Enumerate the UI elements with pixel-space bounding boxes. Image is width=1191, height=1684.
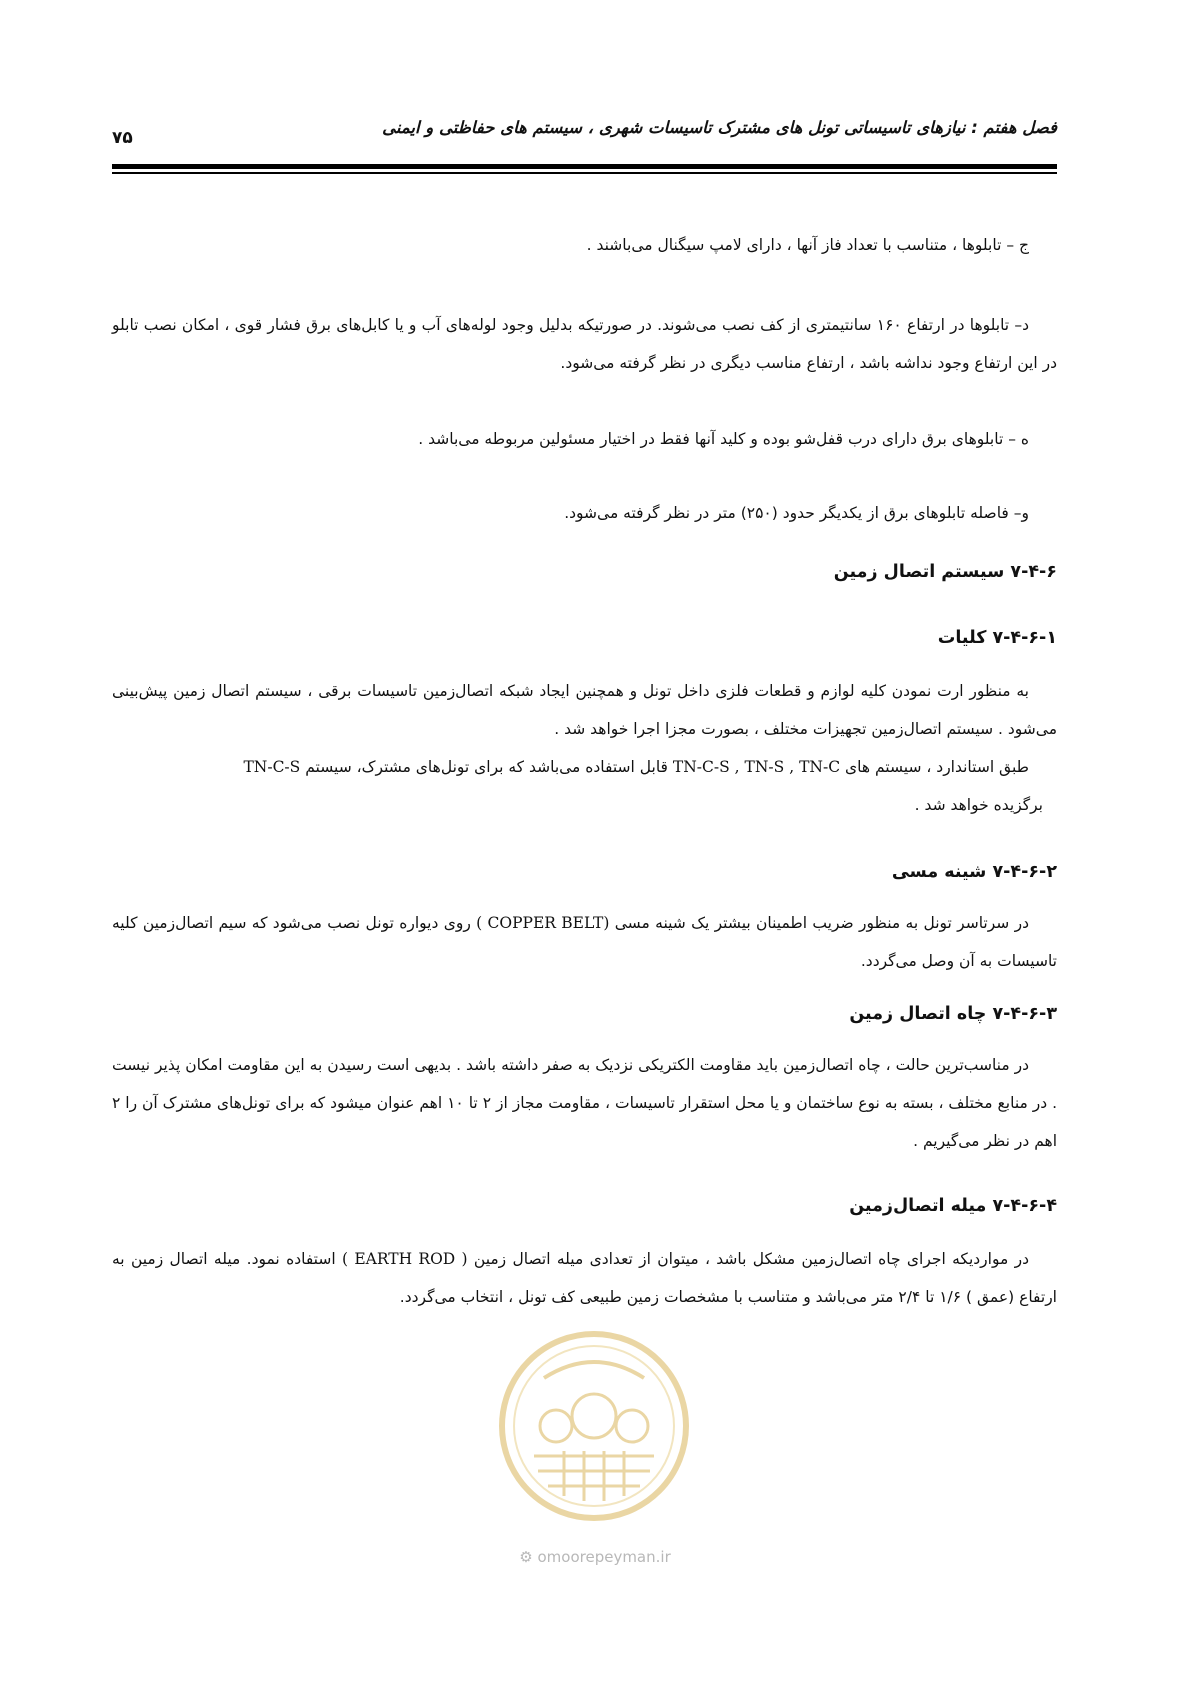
- item-j: [112, 226, 1057, 264]
- item-h: [112, 420, 1057, 458]
- copper-text-b: روی دیواره تونل نصب می‌شود که سیم اتصال‌زمین کلیه تاسیسات به آن وصل می‌گردد.: [112, 914, 1057, 970]
- watermark-caption-text: omoorepeyman.ir: [537, 1548, 671, 1566]
- generalities-para-2: [112, 748, 1057, 824]
- item-v: [112, 494, 1057, 532]
- selected-code: TN-C-S: [243, 758, 301, 776]
- item-d-text: د– تابلوها در ارتفاع ۱۶۰ سانتیمتری از کف نصب می‌شوند. در صورتیکه بدلیل وجود لوله‌های آب و یا کابل‌های برق فشار قوی ، امکان نصب تابلو در این ارتفاع وجود نداشه باشد ، ارتفاع مناسب دیگری در نظر گرفته می‌شود.: [112, 316, 1057, 372]
- rod-text-a: در مواردیکه اجرای چاه اتصال‌زمین مشکل باشد ، میتوان از تعدادی میله اتصال زمین: [467, 1250, 1029, 1268]
- watermark-logo-icon: [494, 1326, 694, 1526]
- grounding-well-body: [112, 1046, 1057, 1160]
- page-number: ۷۵: [112, 128, 133, 148]
- item-j-text: ج – تابلوها ، متناسب با تعداد فاز آنها ، دارای لامپ سیگنال می‌باشند .: [586, 236, 1029, 254]
- heading-grounding-well: ۷-۴-۶-۳ چاه اتصال زمین: [849, 1004, 1057, 1024]
- copper-belt-code: ( COPPER BELT): [476, 914, 610, 932]
- standard-codes: TN-C-S , TN-S , TN-C: [672, 758, 841, 776]
- standard-text-b: قابل استفاده می‌باشد که برای تونل‌های مشترک، سیستم: [300, 758, 673, 776]
- header-rule-thick: [112, 164, 1057, 169]
- copper-text-a: در سرتاسر تونل به منظور ضریب اطمینان بیشتر یک شینه مسی: [609, 914, 1029, 932]
- page-header: [112, 118, 1057, 156]
- chapter-title: فصل هفتم : نیازهای تاسیساتی تونل های مشترک تاسیسات شهری ، سیستم های حفاظتی و ایمنی: [382, 118, 1057, 137]
- earth-rod-body: [112, 1240, 1057, 1316]
- generalities-para-1: به منظور ارت نمودن کلیه لوازم و قطعات فلزی داخل تونل و همچنین ایجاد شبکه اتصال‌زمین تاسیسات برقی ، سیستم اتصال زمین پیش‌بینی می‌شود . سیستم اتصال‌زمین تجهیزات مختلف ، بصورت مجزا اجرا خواهد شد .: [112, 682, 1057, 738]
- copper-belt-para: [112, 904, 1057, 980]
- generalities-body: [112, 672, 1057, 824]
- heading-earth-rod: ۷-۴-۶-۴ میله اتصال‌زمین: [849, 1196, 1057, 1216]
- standard-text-a: طبق استاندارد ، سیستم های: [840, 758, 1029, 776]
- standard-text-c: برگزیده خواهد شد .: [914, 796, 1043, 814]
- item-v-text: و– فاصله تابلوهای برق از یکدیگر حدود (۲۵۰) متر در نظر گرفته می‌شود.: [564, 504, 1029, 522]
- rod-text-b: استفاده نمود. میله اتصال زمین به ارتفاع (عمق ) ۱/۶ تا ۲/۴ متر می‌باشد و متناسب با مشخصات زمین طبیعی کف تونل ، انتخاب می‌گردد.: [112, 1250, 1057, 1306]
- header-rule-thin: [112, 172, 1057, 174]
- earth-rod-code: ( EARTH ROD ): [341, 1250, 468, 1268]
- earth-rod-para: [112, 1240, 1057, 1316]
- copper-belt-body: [112, 904, 1057, 980]
- heading-grounding-system: ۷-۴-۶ سیستم اتصال زمین: [833, 562, 1057, 582]
- watermark-caption: ⚙ omoorepeyman.ir: [519, 1548, 671, 1566]
- heading-generalities: ۷-۴-۶-۱ کلیات: [937, 628, 1057, 648]
- heading-copper-belt: ۷-۴-۶-۲ شینه مسی: [891, 862, 1057, 882]
- item-d: [112, 306, 1057, 382]
- item-h-text: ه – تابلوهای برق دارای درب قفل‌شو بوده و کلید آنها فقط در اختیار مسئولین مربوطه می‌باشد .: [418, 430, 1029, 448]
- grounding-well-para: در مناسب‌ترین حالت ، چاه اتصال‌زمین باید مقاومت الکتریکی نزدیک به صفر داشته باشد . بدیهی است رسیدن به این مقاومت امکان پذیر نیست . در منابع مختلف ، بسته به نوع ساختمان و یا محل استقرار تاسیسات ، مقاومت مجاز از ۲ تا ۱۰ اهم عنوان میشود که برای تونل‌های مشترک آن را ۲ اهم در نظر می‌گیریم .: [112, 1056, 1058, 1150]
